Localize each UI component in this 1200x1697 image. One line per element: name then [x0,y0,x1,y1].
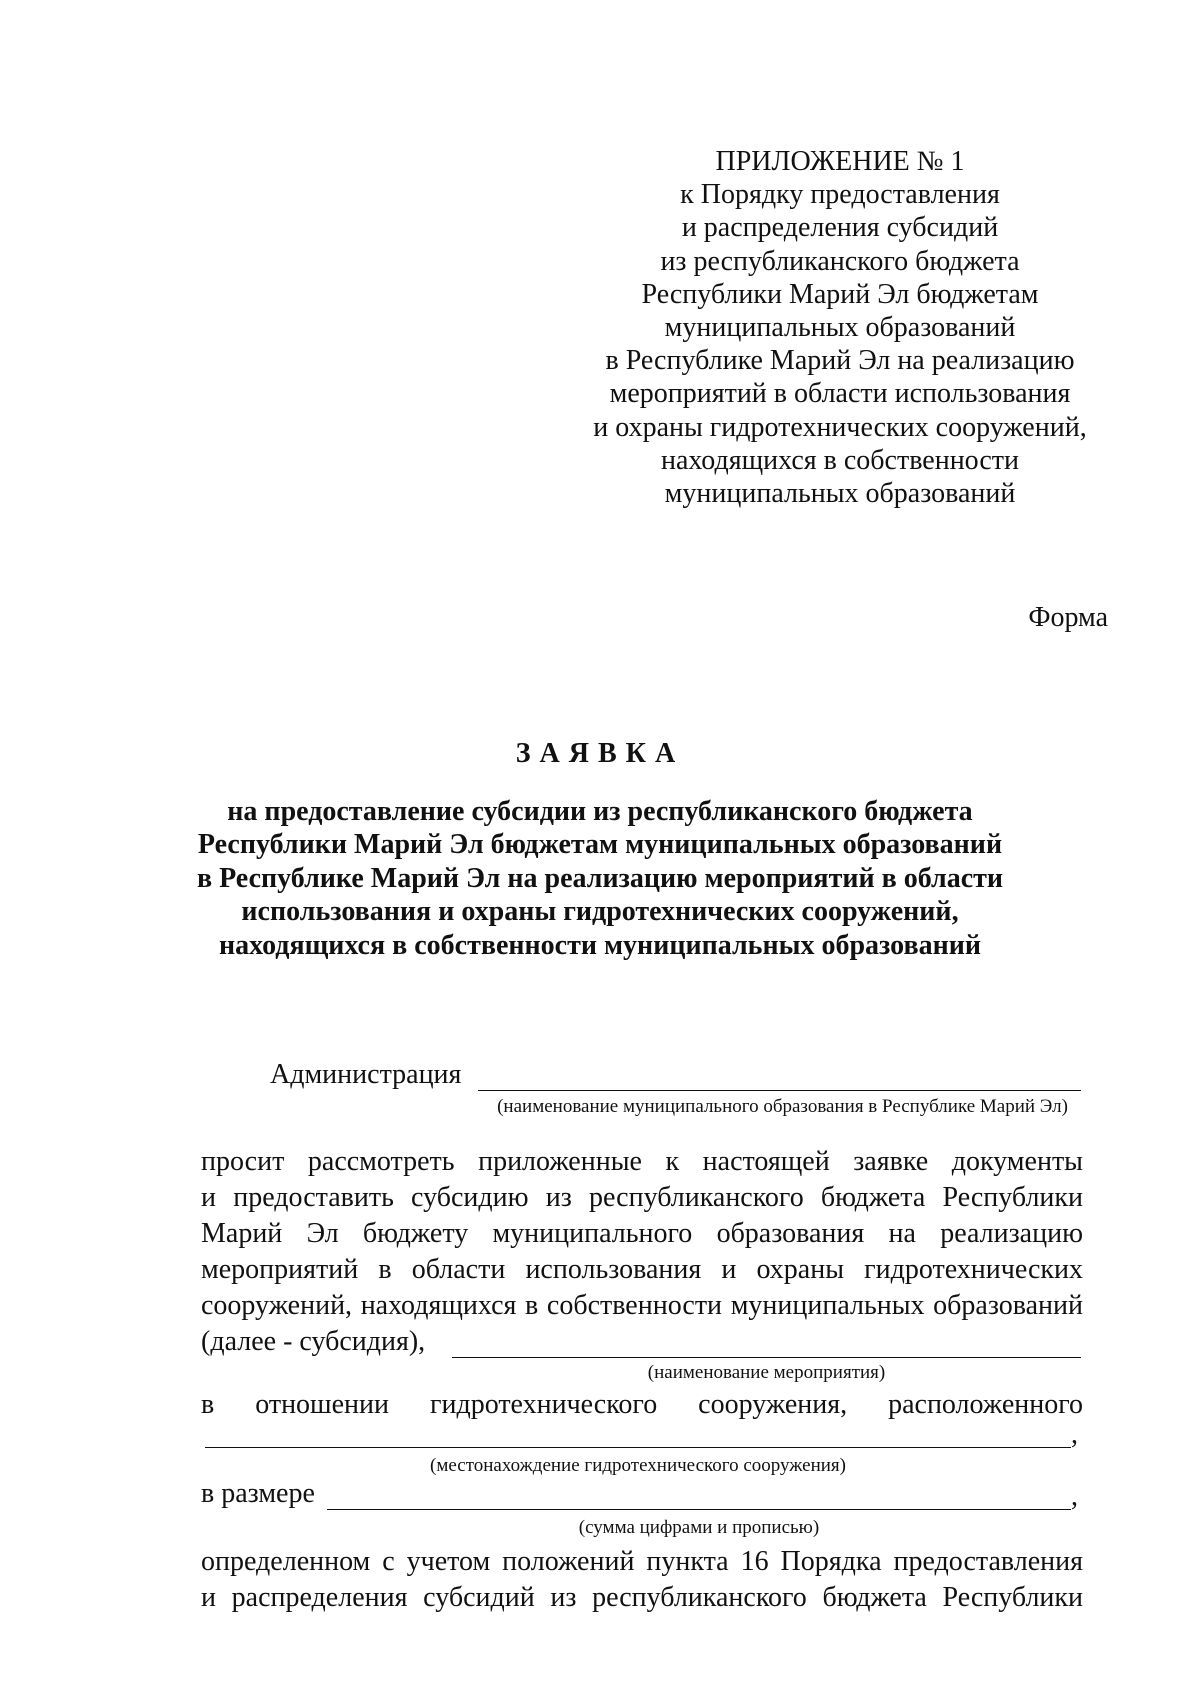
location-caption: (местонахождение гидротехнического сооружения) [430,1455,846,1476]
administration-fill-line[interactable] [478,1090,1081,1091]
amount-fill-line[interactable] [327,1509,1071,1510]
document-title: ЗАЯВКА [515,738,685,769]
subtitle-line: использования и охраны гидротехнических сооружений, [241,896,959,928]
appendix-line: в Республике Марий Эл на реализацию [605,345,1075,377]
subtitle-line: находящихся в собственности муниципальных образований [219,929,981,961]
amount-comma: , [1071,1481,1078,1512]
appendix-line: Республики Марий Эл бюджетам [641,278,1039,310]
paragraph-line: сооружений, находящихся в собственности муниципальных образований [201,1290,1083,1321]
appendix-line: находящихся в собственности [660,444,1020,476]
appendix-line: и распределения субсидий [681,212,999,244]
appendix-line: к Порядку предоставления [680,179,1000,211]
event-fill-line[interactable] [452,1357,1081,1358]
subtitle-line: на предоставление субсидии из республиканского бюджета [227,796,973,827]
paragraph-line: Марий Эл бюджету муниципального образования на реализацию [201,1218,1083,1249]
paragraph-line: и предоставить субсидию из республиканского бюджета Республики [201,1182,1083,1213]
appendix-line: и охраны гидротехнических сооружений, [593,411,1087,443]
administration-caption: (наименование муниципального образования в Республике Марий Эл) [497,1096,1068,1117]
appendix-line: муниципальных образований [664,312,1016,344]
location-comma: , [1071,1419,1078,1450]
form-label: Форма [1028,602,1108,633]
paragraph-line: мероприятий в области использования и охраны гидротехнических [201,1254,1083,1285]
final-line: и распределения субсидий из республиканского бюджета Республики [201,1582,1083,1613]
final-line: определенном с учетом положений пункта 16 Порядка предоставления [201,1546,1083,1577]
appendix-line: мероприятий в области использования [609,378,1071,410]
subsidy-label: (далее - субсидия), [201,1326,426,1357]
subtitle-line: Республики Марий Эл бюджетам муниципальных образований [197,829,1003,861]
amount-label: в размере [201,1478,315,1509]
relation-line: в отношении гидротехнического сооружения, расположенного [201,1389,1083,1420]
event-caption: (наименование мероприятия) [647,1362,886,1383]
appendix-line: ПРИЛОЖЕНИЕ № 1 [715,146,965,177]
appendix-line: муниципальных образований [664,478,1016,510]
appendix-header [570,145,1110,510]
paragraph-line: просит рассмотреть приложенные к настоящей заявке документы [201,1146,1083,1177]
document-subtitle [140,795,1060,962]
location-fill-line[interactable] [205,1447,1071,1448]
subtitle-line: в Республике Марий Эл на реализацию мероприятий в области [196,862,1004,894]
amount-caption: (сумма цифрами и прописью) [578,1517,820,1538]
administration-label: Администрация [270,1059,462,1090]
appendix-line: из республиканского бюджета [660,245,1020,277]
